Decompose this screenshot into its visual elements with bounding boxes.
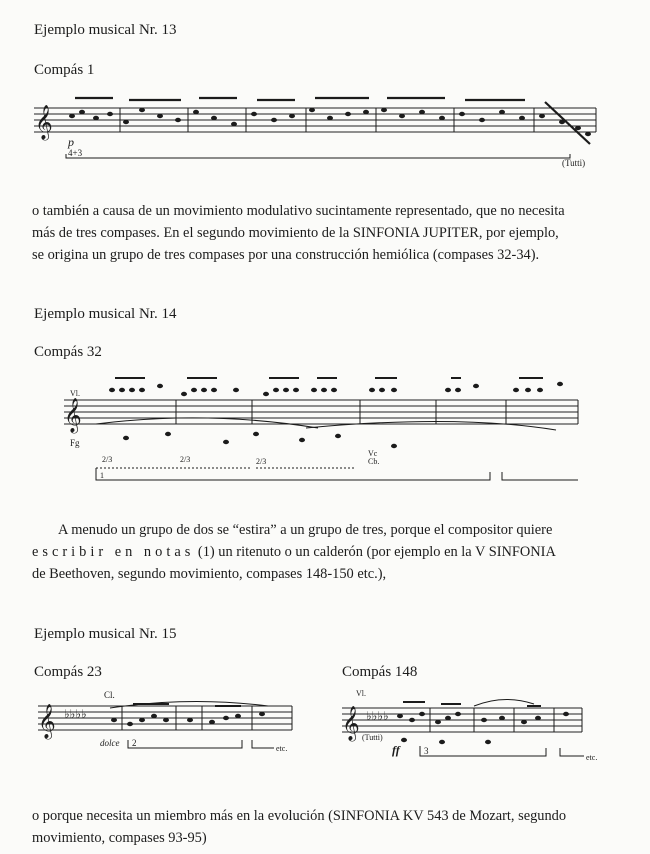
example-13-measure-label: Compás 1: [34, 62, 95, 78]
note-heads: [397, 712, 569, 744]
paragraph-2-line-3: de Beethoven, segundo movimiento, compases 148-150 etc.),: [32, 566, 387, 582]
staff-lines: [34, 108, 596, 132]
fortissimo-marking: ff: [392, 743, 400, 757]
cello-label: Vc: [368, 449, 378, 458]
slur: [110, 701, 268, 708]
example-14-heading: Ejemplo musical Nr. 14: [34, 306, 177, 322]
group-bracket: [420, 746, 546, 756]
ratio-mark: 2/3: [256, 457, 267, 466]
group-bracket: [502, 472, 578, 480]
paragraph-1-line-1: o también a causa de un movimiento modulativo sucintamente representado, que no necesita: [32, 203, 565, 219]
group-bracket: [66, 154, 570, 158]
treble-clef-icon: 𝄞: [35, 106, 53, 139]
paragraph-1: [32, 200, 632, 266]
paragraph-3: [32, 805, 632, 849]
tutti-label: (Tutti): [562, 158, 586, 168]
beams: [75, 98, 590, 144]
bass-label: Cb.: [368, 457, 380, 466]
dynamic-piano: p: [68, 135, 74, 149]
note-heads: [109, 382, 563, 448]
ratio-mark: 2/3: [102, 455, 113, 464]
key-signature-flats: ♭♭♭♭: [64, 707, 87, 721]
bracket-number: 2: [132, 738, 137, 748]
paragraph-1-line-3: se origina un grupo de tres compases por una construcción hemiólica (compases 32-34).: [32, 247, 540, 263]
example-15b-measure-label: Compás 148: [342, 664, 418, 680]
paragraph-2-line-2: [32, 541, 632, 563]
key-signature-flats: ♭♭♭♭: [366, 709, 389, 723]
bracket-label: 4+3: [68, 148, 83, 158]
dolce-marking: dolce: [100, 738, 120, 748]
slur: [474, 699, 534, 706]
paragraph-2-line-2-rest: (1) un ritenuto o un calderón (por ejemplo en la V SINFONIA: [194, 544, 556, 560]
paragraph-2: [32, 519, 632, 585]
treble-clef-icon: 𝄞: [342, 707, 360, 740]
group-bracket: [128, 740, 242, 748]
tutti-label: (Tutti): [362, 733, 383, 742]
example-14-score: [56, 364, 596, 489]
paragraph-1-line-2: más de tres compases. En el segundo movimiento de la SINFONIA JUPITER, por ejemplo,: [32, 225, 559, 241]
example-15b-score: [334, 684, 624, 774]
example-13-score: [30, 88, 630, 173]
bracket-number: 3: [424, 746, 429, 756]
group-bracket: [96, 468, 490, 480]
treble-clef-icon: 𝄞: [64, 399, 82, 432]
group-bracket: [252, 740, 274, 748]
ratio-mark: 2/3: [180, 455, 191, 464]
example-13-heading: Ejemplo musical Nr. 13: [34, 22, 177, 38]
violin-label: Vl.: [70, 389, 80, 398]
example-14-measure-label: Compás 32: [34, 344, 102, 360]
treble-clef-icon: 𝄞: [38, 705, 56, 738]
paragraph-3-line-2: movimiento, compases 93-95): [32, 830, 207, 846]
staff-lines: [64, 400, 578, 424]
violin-label: Vl.: [356, 689, 366, 698]
paragraph-3-line-1: o porque necesita un miembro más en la evolución (SINFONIA KV 543 de Mozart, segundo: [32, 808, 567, 824]
group-bracket: [560, 748, 584, 756]
etc-label: etc.: [276, 744, 288, 753]
paragraph-2-line-1: A menudo un grupo de dos se “estira” a un grupo de tres, porque el compositor quiere: [58, 522, 553, 538]
spaced-phrase: escribir en notas: [32, 544, 195, 560]
bassoon-label: Fg: [70, 438, 80, 448]
example-15a-score: [30, 684, 305, 764]
example-15a-measure-label: Compás 23: [34, 664, 102, 680]
bracket-number: 1: [100, 471, 104, 480]
beams: [403, 702, 541, 706]
etc-label: etc.: [586, 753, 598, 762]
clarinet-label: Cl.: [104, 690, 115, 700]
example-15-heading: Ejemplo musical Nr. 15: [34, 626, 177, 642]
